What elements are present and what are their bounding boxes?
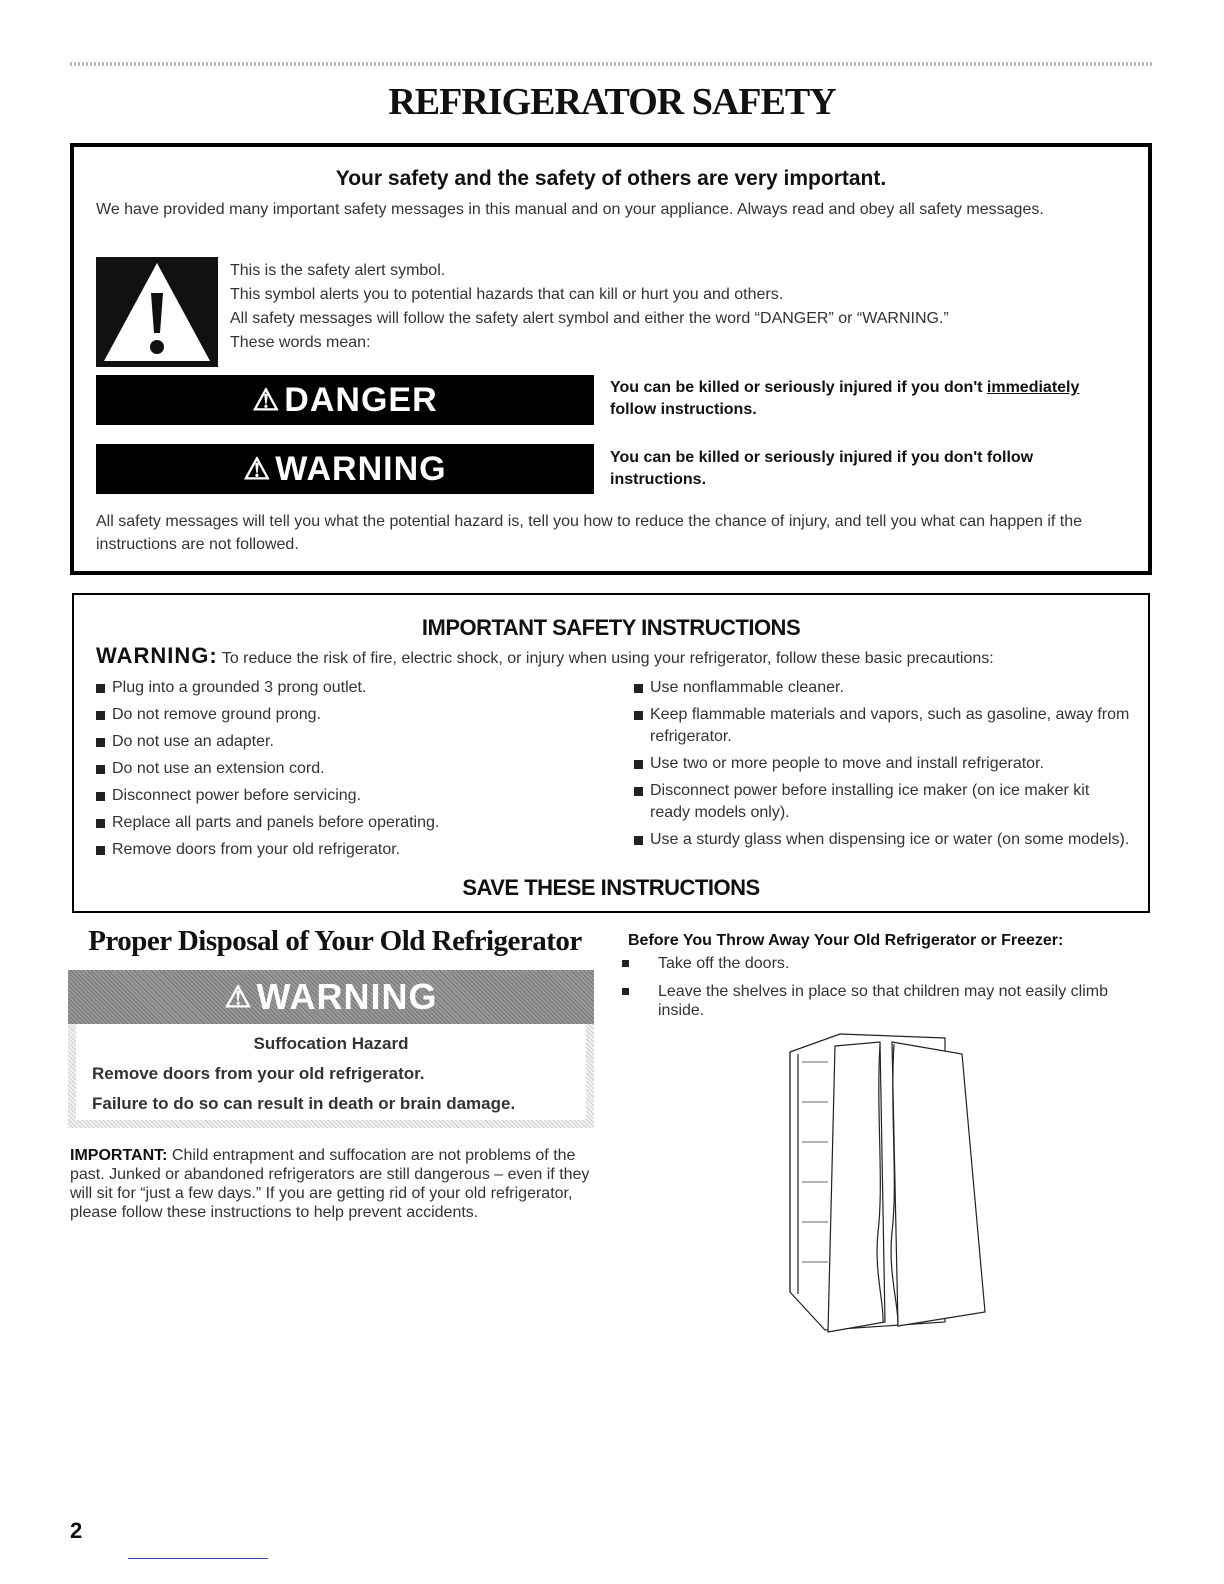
warning-triangle-icon: ⚠ [252, 383, 281, 417]
alert-line: This is the safety alert symbol. [230, 262, 446, 279]
warning-meaning: You can be killed or seriously injured if you don't follow instructions. [610, 449, 1034, 488]
warning-signal-word [96, 444, 594, 494]
warning-word: WARNING: [96, 643, 218, 668]
alert-line: These words mean: [230, 334, 371, 351]
safety-alert-symbol-icon [96, 257, 218, 367]
list-item: Do not remove ground prong. [94, 704, 594, 726]
list-item: Leave the shelves in place so that children may not easily climb inside. [618, 982, 1128, 1020]
save-instructions: SAVE THESE INSTRUCTIONS [462, 875, 760, 900]
list-item: Plug into a grounded 3 prong outlet. [94, 677, 594, 699]
warning-content [76, 1024, 586, 1120]
top-rule [70, 62, 1154, 66]
page-title: REFRIGERATOR SAFETY [388, 81, 836, 123]
list-item: Do not use an extension cord. [94, 758, 594, 780]
list-item: Take off the doors. [618, 954, 1128, 973]
alert-line: This symbol alerts you to potential hazards that can kill or hurt you and others. [230, 286, 784, 303]
hazard-instruction: Remove doors from your old refrigerator. [92, 1064, 425, 1083]
warning-label: WARNING [275, 449, 447, 488]
alert-symbol-explanation [230, 259, 1110, 355]
danger-emphasis: immediately [986, 379, 1080, 396]
danger-text-end: follow instructions. [610, 401, 757, 418]
page-number: 2 [70, 1518, 83, 1543]
warning-signal-word [68, 970, 594, 1024]
list-item: Remove doors from your old refrigerator. [94, 839, 594, 861]
before-throw-list [618, 954, 1128, 1029]
warning-text: To reduce the risk of fire, electric shock, or injury when using your refrigerator, follow these basic precautions: [221, 650, 994, 667]
warning-triangle-icon: ⚠ [243, 452, 272, 486]
safety-intro: We have provided many important safety messages in this manual and on your appliance. Always read and obey all safety messages. [96, 201, 1044, 218]
danger-text: You can be killed or seriously injured if you don't [610, 379, 987, 396]
list-item: Do not use an adapter. [94, 731, 594, 753]
hazard-title: Suffocation Hazard [253, 1034, 409, 1053]
hazard-consequence: Failure to do so can result in death or brain damage. [92, 1094, 516, 1113]
list-item: Keep flammable materials and vapors, such as gasoline, away from refrigerator. [632, 704, 1132, 748]
precautions-right-list [632, 677, 1132, 851]
important-note [70, 1146, 590, 1222]
disposal-heading: Proper Disposal of Your Old Refrigerator [88, 925, 582, 957]
important-text: Child entrapment and suffocation are not problems of the past. Junked or abandoned refrigerators are still dangerous – even if they will sit for “just a few days.” If you are getting rid of your old refrigerator, please follow these instructions to help prevent accidents. [70, 1147, 590, 1221]
list-item: Use two or more people to move and install refrigerator. [632, 753, 1132, 775]
refrigerator-illustration [780, 1032, 990, 1338]
list-item: Replace all parts and panels before operating. [94, 812, 594, 834]
footer-rule [128, 1558, 268, 1559]
important-label: IMPORTANT: [70, 1147, 168, 1164]
danger-meaning [610, 377, 1140, 421]
list-item: Disconnect power before servicing. [94, 785, 594, 807]
suffocation-warning-box [68, 970, 594, 1128]
precautions-left-list [94, 677, 594, 861]
danger-label: DANGER [284, 380, 438, 419]
instructions-heading: IMPORTANT SAFETY INSTRUCTIONS [421, 615, 801, 640]
important-safety-instructions-box [72, 593, 1150, 913]
list-item: Disconnect power before installing ice maker (on ice maker kit ready models only). [632, 780, 1132, 824]
list-item: Use nonflammable cleaner. [632, 677, 1132, 699]
before-throw-heading: Before You Throw Away Your Old Refrigerator or Freezer: [628, 932, 1064, 949]
warning-triangle-icon: ⚠ [224, 980, 253, 1014]
list-item: Use a sturdy glass when dispensing ice or water (on some models). [632, 829, 1132, 851]
danger-signal-word [96, 375, 594, 425]
instructions-warning [96, 643, 1146, 669]
warning-label: WARNING [256, 976, 438, 1017]
alert-line: All safety messages will follow the safety alert symbol and either the word “DANGER” or “WARNING.” [230, 310, 949, 327]
safety-message-box [70, 143, 1152, 575]
safety-heading: Your safety and the safety of others are very important. [335, 167, 887, 190]
safety-footer: All safety messages will tell you what the potential hazard is, tell you how to reduce the chance of injury, and tell you what can happen if the instructions are not followed. [96, 513, 1083, 553]
